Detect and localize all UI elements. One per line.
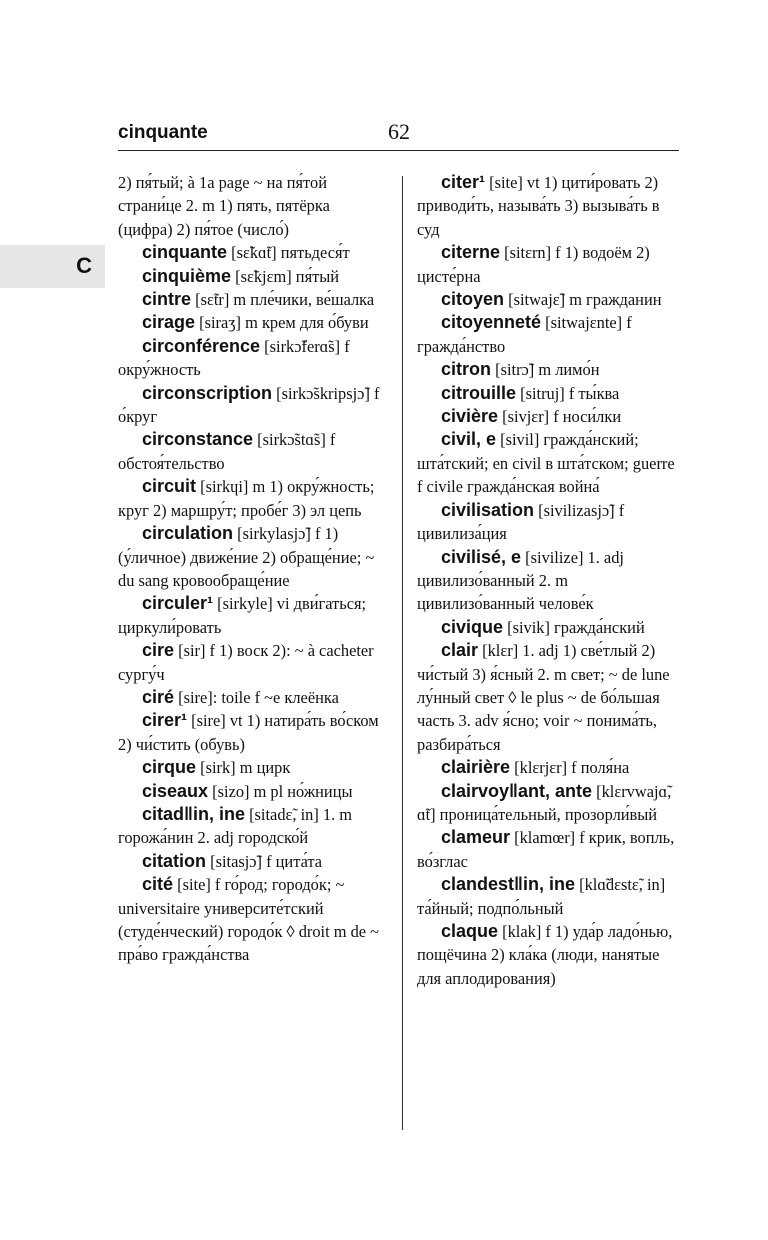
entry-definition: [siraʒ] m крем для о́буви: [199, 313, 369, 333]
dictionary-entry: [417, 920, 681, 990]
dictionary-entry: [417, 405, 681, 428]
left-column: [118, 171, 388, 967]
entry-definition: [sirkɔ̃skripsjɔ̃] f о́круг: [118, 383, 380, 427]
dictionary-entry: [417, 288, 681, 311]
dictionary-entry: [417, 756, 681, 779]
page-number: 62: [388, 119, 410, 144]
entry-headword: circulation: [142, 523, 234, 544]
entry-definition: [klɑ̃dɛstɛ̃, in] та́йный; подпо́льный: [417, 875, 666, 918]
dictionary-entry: [417, 171, 681, 241]
entry-headword: ciré: [142, 686, 175, 707]
entry-headword: cirque: [142, 757, 197, 778]
entry-headword: clandest‖in, ine: [441, 874, 575, 895]
entry-headword: cirer¹: [142, 710, 188, 731]
dictionary-entry: [118, 780, 388, 803]
entry-headword: citer¹: [441, 172, 486, 192]
entry-headword: citation: [142, 850, 207, 871]
entry-headword: clameur: [441, 827, 511, 848]
dictionary-entry: [118, 873, 388, 967]
entry-headword: civique: [441, 616, 504, 637]
entry-headword: citerne: [441, 242, 501, 263]
entry-headword: cité: [142, 874, 174, 895]
entry-headword: citrouille: [441, 382, 517, 403]
entry-headword: citron: [441, 359, 492, 380]
entry-definition: [sizo] m pl но́жницы: [212, 781, 353, 801]
entry-headword: clair: [441, 640, 479, 661]
dictionary-entry: [118, 335, 388, 382]
entry-definition: 2) пя́тый; à 1a page ~ на пя́той страни́це 2. m 1) пять, пятёрка (цифра) 2) пя́тое (число́): [118, 173, 330, 239]
entry-definition: [sirkɔ̃ferɑ̃s] f окру́жность: [118, 336, 350, 380]
entry-headword: civière: [441, 406, 499, 427]
entry-definition: [klɛrvwajɑ̃, ɑ̃t] проница́тельный, прозорли́вый: [417, 781, 672, 824]
entry-definition: [sitasjɔ̃] f цита́та: [210, 851, 323, 871]
entry-definition: [sitadɛ̃, in] 1. m горожа́нин 2. adj городско́й: [118, 804, 353, 848]
entry-headword: clairière: [441, 757, 511, 778]
entry-definition: [sivilizasjɔ̃] f цивилиза́ция: [417, 500, 625, 544]
column-divider: [402, 176, 403, 1130]
dictionary-entry: [417, 826, 681, 873]
dictionary-entry: [417, 311, 681, 358]
entry-definition: [sirkɔ̃stɑ̃s] f обстоя́тельство: [118, 430, 336, 473]
dictionary-entry: [118, 428, 388, 475]
entry-headword: circuit: [142, 476, 197, 497]
dictionary-entry: [118, 756, 388, 779]
entry-definition: [sɛ̃kɑ̃t] пятьдеся́т: [231, 243, 350, 263]
entry-definition: [sitruj] f ты́ква: [520, 383, 620, 403]
entry-headword: circuler¹: [142, 593, 214, 614]
entry-headword: cintre: [142, 289, 192, 310]
right-column: [417, 171, 681, 990]
dictionary-entry: [118, 241, 388, 264]
entry-headword: citoyen: [441, 289, 505, 310]
dictionary-entry: [417, 780, 681, 827]
dictionary-entry: [118, 686, 388, 709]
entry-definition: [sitɛrn] f 1) водоём 2) цисте́рна: [417, 243, 650, 286]
entry-definition: [sɛ̃tr] m пле́чики, ве́шалка: [195, 290, 375, 310]
entry-definition: [sire] vt 1) натира́ть во́ском 2) чи́стить (обувь): [118, 711, 379, 754]
entry-headword: citad‖in, ine: [142, 803, 245, 824]
entry-definition: [sirk] m цирк: [200, 758, 291, 778]
entry-definition: [sivil] гражда́нский; шта́тский; en civil в шта́тском; guerre f civile гражда́нская война́: [417, 430, 675, 497]
entry-headword: civilisé, e: [441, 546, 522, 567]
dictionary-entry: [417, 358, 681, 381]
dictionary-entry: [118, 475, 388, 522]
entry-headword: cinquante: [142, 242, 228, 263]
entry-headword: ciseaux: [142, 780, 209, 801]
entry-definition: [sirkylasjɔ̃] f 1) (у́личное) движе́ние 2) обраще́ние; ~ du sang кровообраще́ние: [118, 524, 375, 590]
entry-headword: circonstance: [142, 429, 254, 450]
dictionary-entry: [118, 639, 388, 686]
dictionary-entry: [417, 499, 681, 546]
entry-definition: [sivilize] 1. adj цивилизо́ванный 2. m цивилизо́ванный челове́к: [417, 547, 624, 614]
dictionary-entry: [118, 850, 388, 873]
entry-definition: [klɛr] 1. adj 1) све́тлый 2) чи́стый 3) я́сный 2. m свет; ~ de lune лу́нный свет ◊ le plus ~ de бо́льшая часть 3. adv я́сно; voir ~ понима́ть, разбира́ться: [417, 641, 670, 754]
entry-headword: cire: [142, 640, 175, 661]
entry-headword: civilisation: [441, 499, 535, 520]
entry-headword: circonférence: [142, 335, 261, 356]
dictionary-entry: [118, 592, 388, 639]
entry-definition: [sirkyle] vi дви́гаться; циркули́ровать: [118, 594, 367, 637]
entry-definition: [site] f го́род; городо́к; ~ universitaire университе́тский (студе́нческий) городо́к ◊ droit m de ~ пра́во гражда́нства: [118, 875, 380, 965]
letter-tab: [0, 245, 105, 288]
entry-headword: cirage: [142, 312, 196, 333]
entry-definition: [sitwajɛ̃] m гражданин: [508, 290, 662, 310]
entry-definition: [klak] f 1) уда́р ладо́нью, пощёчина 2) кла́ка (люди, нанятые для аплодирования): [417, 922, 673, 988]
entry-headword: claque: [441, 921, 499, 941]
entry-definition: [klɛrjɛr] f поля́на: [514, 758, 630, 778]
entry-headword: circonscription: [142, 382, 273, 403]
dictionary-entry: [118, 265, 388, 288]
dictionary-entry: [417, 428, 681, 498]
dictionary-entry: [417, 873, 681, 920]
dictionary-entry: [118, 311, 388, 334]
entry-definition: [sivik] гражда́нский: [507, 617, 645, 637]
dictionary-entry: [417, 241, 681, 288]
entry-definition: [sir] f 1) воск 2): ~ à cacheter сургу́ч: [118, 641, 374, 684]
dictionary-entry: [417, 382, 681, 405]
entry-definition: [sitwajɛnte] f гражда́нство: [417, 313, 632, 356]
dictionary-entry: [118, 171, 388, 241]
entry-definition: [klamœr] f крик, вопль, во́зглас: [417, 828, 675, 871]
entry-definition: [site] vt 1) цити́ровать 2) приводи́ть, называ́ть 3) вызыва́ть в суд: [417, 173, 660, 239]
dictionary-entry: [417, 546, 681, 616]
dictionary-entry: [417, 616, 681, 639]
dictionary-entry: [118, 288, 388, 311]
letter-tab-label: C: [76, 253, 92, 278]
entry-definition: [sirkɥi] m 1) окру́жность; круг 2) маршру́т; пробе́г 3) эл цепь: [118, 477, 375, 520]
entry-definition: [sitrɔ̃] m лимо́н: [495, 360, 600, 380]
page-header: [118, 116, 679, 151]
dictionary-entry: [417, 639, 681, 756]
dictionary-entry: [118, 709, 388, 756]
entry-headword: civil, e: [441, 429, 497, 450]
entry-definition: [sɛ̃kjɛm] пя́тый: [235, 266, 340, 286]
dictionary-entry: [118, 522, 388, 592]
entry-definition: [sivjɛr] f носи́лки: [502, 407, 622, 427]
dictionary-entry: [118, 803, 388, 850]
entry-headword: clairvoy‖ant, ante: [441, 780, 593, 801]
entry-headword: citoyenneté: [441, 312, 542, 333]
running-headword: cinquante: [118, 122, 208, 143]
entry-headword: cinquième: [142, 265, 232, 286]
dictionary-entry: [118, 382, 388, 429]
entry-definition: [sire]: toile f ~e клеёнка: [178, 687, 339, 707]
